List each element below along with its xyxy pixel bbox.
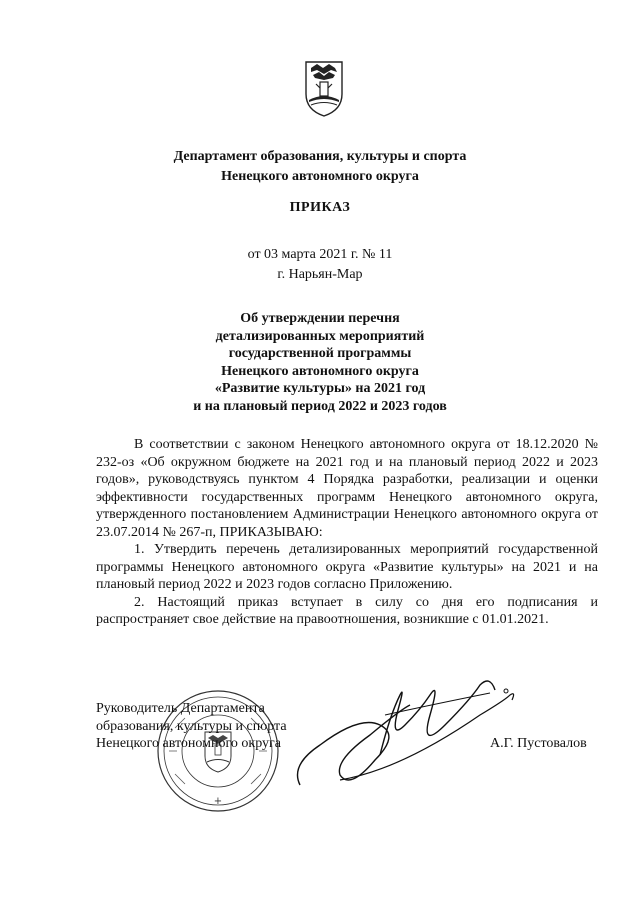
body-paragraph-preamble: В соответствии с законом Ненецкого автономного округа от 18.12.2020 № 232-оз «Об окружном бюджете на 2021 год и на плановый период 2022 и 2023 годов», руководствуясь пунктом 4 Порядка разработки, реализации и оценки эффективности государственных программ Ненецкого автономного округа, утвержденного постановлением Администрации Ненецкого автономного округа от 23.07.2014 № 267-п, ПРИКАЗЫВАЮ: — [96, 437, 598, 540]
signatory-position — [96, 700, 287, 753]
department-line-2: Ненецкого автономного округа — [221, 169, 419, 184]
body-paragraph-item-2: 2. Настоящий приказ вступает в силу со дня его подписания и распространяет свое действие на правоотношения, возникшие с 01.01.2021. — [96, 594, 598, 627]
document-date: от 03 марта 2021 г. № 11 — [247, 247, 393, 262]
document-place: г. Нарьян-Мар — [277, 267, 363, 282]
document-title: ПРИКАЗ — [289, 200, 351, 215]
document-subject — [0, 310, 640, 415]
document-body — [96, 436, 598, 629]
subject-line: Ненецкого автономного округа — [221, 363, 419, 379]
body-paragraph-item-1: 1. Утвердить перечень детализированных мероприятий государственной программы Ненецкого автономного округа «Развитие культуры» на 2021 и на плановый период 2022 и 2023 годов согласно Приложению. — [96, 542, 598, 592]
signatory-name: А.Г. Пустовалов — [490, 736, 587, 751]
subject-line: детализированных мероприятий — [215, 328, 425, 344]
svg-text:+: + — [213, 796, 223, 807]
date-place-block — [0, 245, 640, 285]
position-line-1: Руководитель Департамента — [96, 701, 265, 716]
coat-of-arms-icon — [303, 58, 345, 118]
subject-line: и на плановый период 2022 и 2023 годов — [193, 398, 447, 414]
subject-line: Об утверждении перечня — [240, 311, 400, 326]
department-header — [0, 147, 640, 187]
position-line-3: Ненецкого автономного округа — [96, 736, 281, 751]
department-line-1: Департамент образования, культуры и спорта — [173, 149, 467, 164]
position-line-2: образования, культуры и спорта — [96, 718, 287, 734]
subject-line: государственной программы — [228, 346, 412, 361]
handwritten-signature-icon — [280, 655, 530, 805]
subject-line: «Развитие культуры» на 2021 год — [214, 381, 426, 396]
